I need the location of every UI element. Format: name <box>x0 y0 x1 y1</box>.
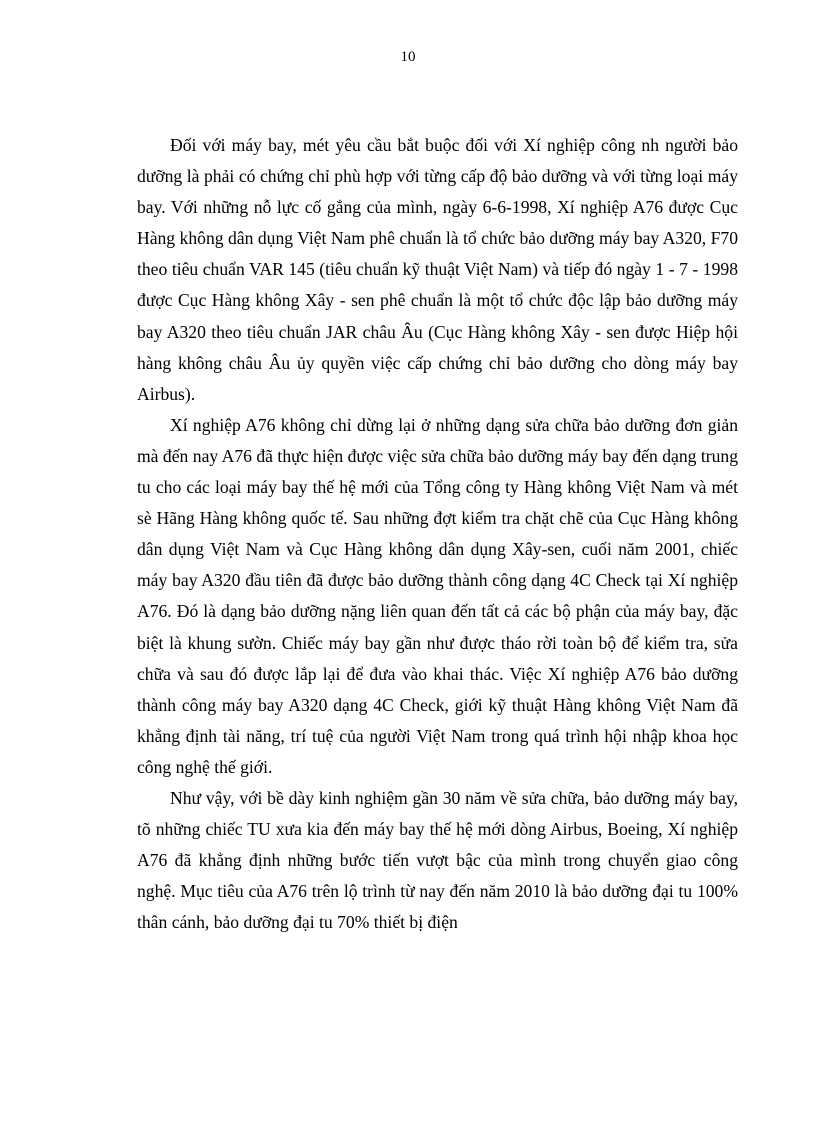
document-body <box>137 130 738 938</box>
page-number: 10 <box>400 49 416 65</box>
paragraph-1: Đối với máy bay, mét yêu cầu bắt buộc đối với Xí nghiệp công nh người bảo dưỡng là phải có chứng chỉ phù hợp với từng cấp độ bảo dưỡng và với từng loại máy bay. Với những nỗ lực cố gắng của mình, ngày 6-6-1998, Xí nghiệp A76 được Cục Hàng không dân dụng Việt Nam phê chuẩn là tổ chức bảo dưỡng máy bay A320, F70 theo tiêu chuẩn VAR 145 (tiêu chuẩn kỹ thuật Việt Nam) và tiếp đó ngày 1 - 7 - 1998 được Cục Hàng không Xây - sen phê chuẩn là một tổ chức độc lập bảo dưỡng máy bay A320 theo tiêu chuẩn JAR châu Âu (Cục Hàng không Xây - sen được Hiệp hội hàng không châu Âu ủy quyền việc cấp chứng chỉ bảo dưỡng cho dòng máy bay Airbus). <box>137 135 738 404</box>
paragraph-2: Xí nghiệp A76 không chỉ dừng lại ở những dạng sửa chữa bảo dưỡng đơn giản mà đến nay A76 đã thực hiện được việc sửa chữa bảo dưỡng máy bay đến dạng trung tu cho các loại máy bay thế hệ mới của Tổng công ty Hàng không Việt Nam và mét sè Hãng Hàng không quốc tế. Sau những đợt kiểm tra chặt chẽ của Cục Hàng không dân dụng Việt Nam và Cục Hàng không dân dụng Xây-sen, cuối năm 2001, chiếc máy bay A320 đầu tiên đã được bảo dưỡng thành công dạng 4C Check tại Xí nghiệp A76. Đó là dạng bảo dưỡng nặng liên quan đến tất cả các bộ phận của máy bay, đặc biệt là khung sườn. Chiếc máy bay gần như được tháo rời toàn bộ để kiểm tra, sửa chữa và sau đó được lắp lại để đưa vào khai thác. Việc Xí nghiệp A76 bảo dưỡng thành công máy bay A320 dạng 4C Check, giới kỹ thuật Hàng không Việt Nam đã khẳng định tài năng, trí tuệ của người Việt Nam trong quá trình hội nhập khoa học công nghệ thế giới. <box>137 414 738 777</box>
paragraph-3: Như vậy, với bề dày kinh nghiệm gần 30 năm về sửa chữa, bảo dưỡng máy bay, tõ những chiếc TU xưa kia đến máy bay thế hệ mới dòng Airbus, Boeing, Xí nghiệp A76 đã khẳng định những bước tiến vượt bậc của mình trong chuyển giao công nghệ. Mục tiêu của A76 trên lộ trình từ nay đến năm 2010 là bảo dưỡng đại tu 100% thân cánh, bảo dưỡng đại tu 70% thiết bị điện <box>137 787 738 933</box>
